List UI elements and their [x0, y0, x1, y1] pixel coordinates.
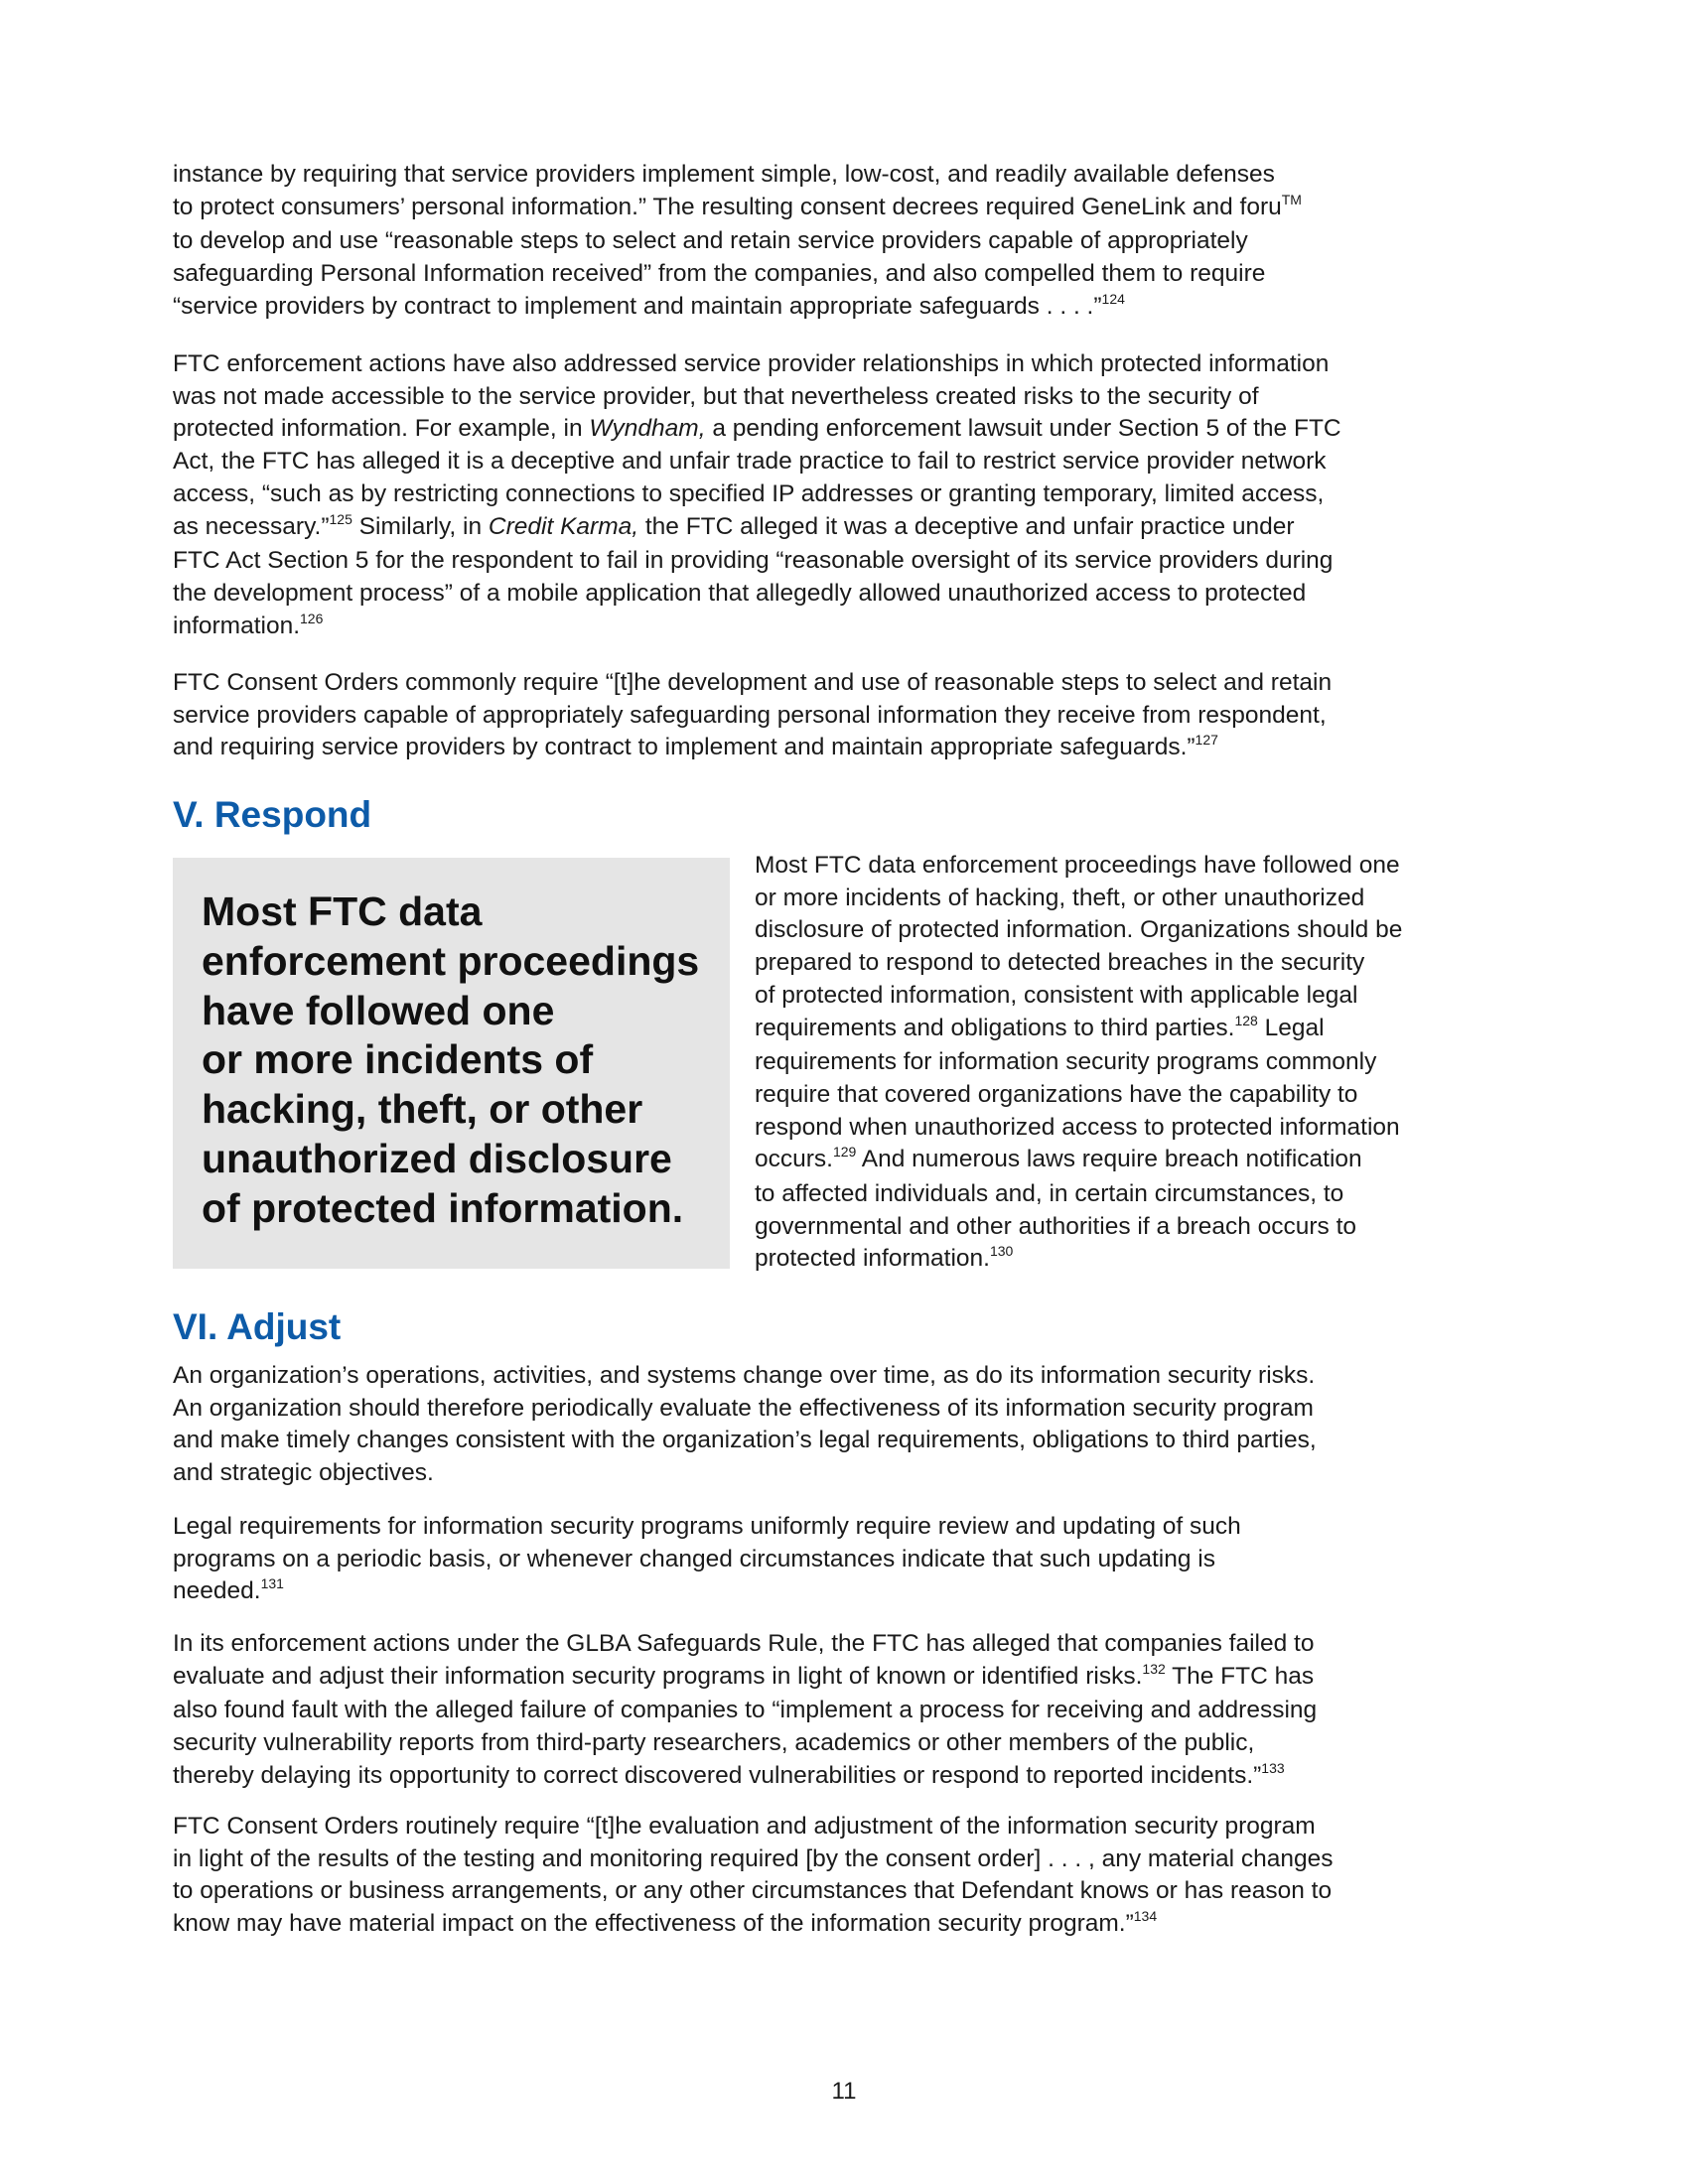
case-name: Wyndham, [589, 415, 706, 443]
pull-quote-line: enforcement proceedings [202, 937, 700, 984]
text-run: FTC enforcement actions have also addressed service provider relationships in which protected information [173, 350, 1330, 377]
text-line [173, 1628, 1317, 1661]
text-run: governmental and other authorities if a breach occurs to [755, 1212, 1357, 1240]
text-run: Similarly, in [352, 512, 489, 540]
text-line [173, 446, 1341, 478]
adjust-paragraph-2 [173, 1511, 1241, 1610]
text-run: was not made accessible to the service provider, but that nevertheless created risks to the security of [173, 382, 1259, 410]
text-line [755, 914, 1402, 947]
text-line [173, 1875, 1334, 1908]
text-line [755, 850, 1402, 883]
text-run: safeguarding Personal Information received” from the companies, and also compelled them to require [173, 260, 1266, 288]
pull-quote-line: unauthorized disclosure [202, 1135, 672, 1181]
text-run: FTC Consent Orders commonly require “[t]he development and use of reasonable steps to select and retain [173, 669, 1333, 696]
text-run: programs on a periodic basis, or whenever changed circumstances indicate that such updating is [173, 1545, 1215, 1572]
text-line [755, 980, 1402, 1013]
text-run: the development process” of a mobile application that allegedly allowed unauthorized access to protected [173, 579, 1307, 607]
text-line [173, 511, 1341, 546]
text-run: to develop and use “reasonable steps to select and retain service providers capable of appropriately [173, 227, 1248, 255]
text-line [173, 348, 1341, 381]
text-run: and requiring service providers by contract to implement and maintain appropriate safeguards.” [173, 734, 1196, 761]
footnote-reference: 125 [329, 510, 352, 527]
text-run: Most FTC data enforcement proceedings have followed one [755, 852, 1400, 879]
text-line [173, 667, 1332, 700]
text-line [173, 381, 1341, 414]
text-run: require that covered organizations have the capability to [755, 1080, 1358, 1108]
text-run: access, “such as by restricting connections to specified IP addresses or granting temporary, limited access, [173, 479, 1325, 507]
text-run: also found fault with the alleged failure of companies to “implement a process for receiving and addressing [173, 1697, 1318, 1724]
text-run: FTC Consent Orders routinely require “[t]he evaluation and adjustment of the information security program [173, 1813, 1316, 1840]
text-run: know may have material impact on the effectiveness of the information security program.” [173, 1910, 1134, 1938]
text-line [173, 1695, 1317, 1727]
text-line [173, 1575, 1241, 1610]
pull-quote-line: Most FTC data [202, 888, 483, 934]
text-run: needed. [173, 1577, 261, 1605]
footnote-reference: 124 [1101, 290, 1125, 307]
text-line [173, 1760, 1317, 1795]
footnote-reference: 127 [1195, 732, 1218, 749]
text-line [173, 700, 1332, 733]
text-run: requirements and obligations to third parties. [755, 1014, 1235, 1041]
footnote-reference: 130 [989, 1243, 1014, 1260]
text-line [173, 159, 1302, 192]
text-run: to protect consumers’ personal information.” The resulting consent decrees required GeneLink and foru [173, 193, 1282, 220]
pull-quote-box [173, 858, 730, 1269]
text-line [173, 545, 1341, 578]
text-run: And numerous laws require breach notification [856, 1146, 1362, 1173]
pull-quote-line: have followed one [202, 987, 555, 1033]
footnote-reference: 133 [1261, 1759, 1285, 1776]
text-run: of protected information, consistent with applicable legal [755, 981, 1358, 1009]
adjust-paragraph-1 [173, 1360, 1317, 1490]
text-line [173, 1908, 1334, 1943]
text-line [173, 1360, 1317, 1393]
text-run: The FTC has [1165, 1662, 1315, 1690]
text-line [755, 947, 1402, 980]
text-line [173, 225, 1302, 258]
text-run: occurs. [755, 1146, 833, 1173]
text-line [755, 1013, 1402, 1047]
text-line [755, 1046, 1402, 1079]
footnote-reference: TM [1281, 191, 1302, 207]
footnote-reference: 134 [1133, 1908, 1158, 1925]
intro-paragraph-2 [173, 348, 1341, 644]
text-line [173, 1661, 1317, 1696]
respond-paragraph [755, 850, 1402, 1278]
text-run: and make timely changes consistent with the organization’s legal requirements, obligations to third parties, [173, 1427, 1317, 1454]
text-line [173, 1425, 1317, 1457]
text-run: service providers capable of appropriately safeguarding personal information they receive from respondent, [173, 701, 1327, 729]
footnote-reference: 131 [260, 1575, 284, 1592]
text-line [173, 611, 1341, 645]
section-heading-respond: V. Respond [173, 794, 372, 835]
footnote-reference: 126 [300, 610, 324, 626]
text-run: or more incidents of hacking, theft, or other unauthorized [755, 884, 1365, 911]
page-number: 11 [831, 2078, 857, 2105]
text-line [173, 1393, 1317, 1426]
text-run: prepared to respond to detected breaches in the security [755, 949, 1365, 977]
case-name: Credit Karma, [488, 512, 639, 540]
pull-quote-text [202, 887, 699, 1234]
footnote-reference: 129 [832, 1144, 857, 1160]
text-line [755, 1211, 1402, 1244]
adjust-paragraph-4 [173, 1811, 1334, 1943]
text-run: Legal requirements for information security programs uniformly require review and updating of such [173, 1513, 1241, 1540]
text-run: “service providers by contract to implement and maintain appropriate safeguards . . . .” [173, 292, 1102, 320]
text-run: An organization’s operations, activities, and systems change over time, as do its information security risks. [173, 1362, 1316, 1389]
pull-quote-line: or more incidents of [202, 1036, 594, 1083]
text-run: instance by requiring that service providers implement simple, low-cost, and readily available defenses [173, 161, 1275, 188]
text-run: and strategic objectives. [173, 1459, 434, 1487]
text-line [755, 1144, 1402, 1178]
text-line [755, 1112, 1402, 1145]
text-run: Legal [1257, 1014, 1325, 1041]
text-line [755, 1243, 1402, 1278]
text-run: requirements for information security programs commonly [755, 1048, 1377, 1076]
text-line [173, 478, 1341, 511]
text-run: as necessary.” [173, 512, 330, 540]
intro-paragraph-3 [173, 667, 1332, 766]
text-run: protected information. For example, in [173, 415, 590, 443]
text-line [173, 1727, 1317, 1760]
text-line [173, 732, 1332, 766]
text-line [173, 578, 1341, 611]
adjust-paragraph-3 [173, 1628, 1317, 1795]
text-run: to affected individuals and, in certain circumstances, to [755, 1180, 1344, 1208]
text-run: to operations or business arrangements, or any other circumstances that Defendant knows or has reason to [173, 1877, 1333, 1905]
text-line [755, 883, 1402, 915]
footnote-reference: 132 [1142, 1660, 1166, 1677]
text-run: An organization should therefore periodically evaluate the effectiveness of its information security program [173, 1394, 1314, 1422]
text-run: a pending enforcement lawsuit under Section 5 of the FTC [705, 415, 1341, 443]
text-run: respond when unauthorized access to protected information [755, 1113, 1400, 1141]
text-run: the FTC alleged it was a deceptive and unfair practice under [638, 512, 1295, 540]
footnote-reference: 128 [1234, 1012, 1258, 1028]
pull-quote-line: hacking, theft, or other [202, 1086, 643, 1133]
text-run: In its enforcement actions under the GLBA Safeguards Rule, the FTC has alleged that companies failed to [173, 1630, 1315, 1657]
text-run: disclosure of protected information. Organizations should be [755, 916, 1403, 944]
intro-paragraph-1 [173, 159, 1302, 326]
text-run: Act, the FTC has alleged it is a deceptive and unfair trade practice to fail to restrict service provider network [173, 448, 1327, 476]
text-run: thereby delaying its opportunity to correct discovered vulnerabilities or respond to reported incidents.” [173, 1761, 1262, 1789]
text-run: protected information. [755, 1245, 990, 1273]
text-run: information. [173, 612, 301, 639]
pull-quote-line: of protected information. [202, 1184, 684, 1231]
text-run: evaluate and adjust their information security programs in light of known or identified risks. [173, 1662, 1143, 1690]
text-run: in light of the results of the testing and monitoring required [by the consent order] . . . , any material changes [173, 1844, 1334, 1872]
section-heading-adjust: VI. Adjust [173, 1306, 342, 1347]
text-line [755, 1079, 1402, 1112]
text-line [173, 192, 1302, 226]
text-line [173, 258, 1302, 291]
text-line [173, 413, 1341, 446]
text-line [173, 291, 1302, 326]
text-line [173, 1811, 1334, 1843]
text-line [173, 1843, 1334, 1876]
text-line [173, 1511, 1241, 1544]
text-line [755, 1178, 1402, 1211]
text-run: security vulnerability reports from third-party researchers, academics or other members of the public, [173, 1729, 1255, 1757]
text-line [173, 1457, 1317, 1490]
text-line [173, 1544, 1241, 1576]
text-run: FTC Act Section 5 for the respondent to fail in providing “reasonable oversight of its service providers during [173, 547, 1334, 575]
